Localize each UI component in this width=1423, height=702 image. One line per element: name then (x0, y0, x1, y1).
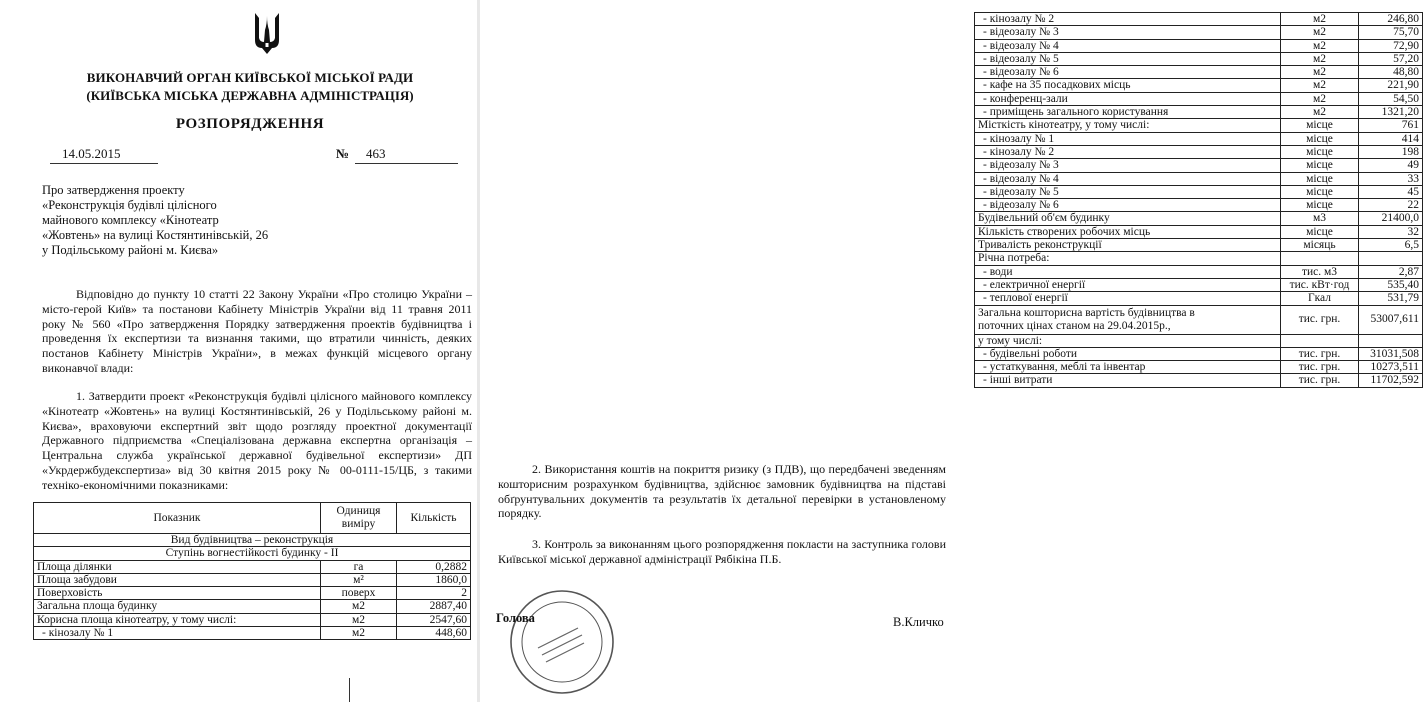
row-value: 2 (397, 587, 471, 600)
table-row (34, 534, 471, 547)
row-unit: місце (1281, 185, 1359, 198)
row-name: - відеозалу № 3 (975, 26, 1281, 39)
table-row (975, 239, 1423, 252)
header-unit: Одиниця виміру (321, 503, 397, 534)
row-name: - води (975, 265, 1281, 278)
table-row (34, 613, 471, 626)
row-name: - кінозалу № 1 (34, 627, 321, 640)
number-underline (355, 163, 458, 164)
row-name: Площа ділянки (34, 560, 321, 573)
table-row (975, 92, 1423, 105)
indicators-table-part1 (33, 502, 471, 640)
table-row (975, 265, 1423, 278)
table-row (975, 347, 1423, 360)
row-name: Загальна площа будинку (34, 600, 321, 613)
row-unit: м2 (321, 600, 397, 613)
row-unit: м2 (1281, 66, 1359, 79)
row-name: - кінозалу № 2 (975, 145, 1281, 158)
table-row (975, 252, 1423, 265)
row-value: 448,60 (397, 627, 471, 640)
table-row (975, 334, 1423, 347)
row-value: 31031,508 (1359, 347, 1423, 360)
row-value: 11702,592 (1359, 374, 1423, 387)
table-row (975, 199, 1423, 212)
left-page (0, 0, 477, 702)
row-name: Річна потреба: (975, 252, 1281, 265)
table-row (975, 79, 1423, 92)
table-row (975, 361, 1423, 374)
row-value: 21400,0 (1359, 212, 1423, 225)
table-row (975, 172, 1423, 185)
row-unit: м2 (1281, 52, 1359, 65)
row-name: - приміщень загального користування (975, 106, 1281, 119)
row-unit: м3 (1281, 212, 1359, 225)
subject-line: «Жовтень» на вулиці Костянтинівській, 26 (42, 228, 269, 242)
row-name: - відеозалу № 4 (975, 172, 1281, 185)
right-table-rows (975, 13, 1423, 306)
row-name: Поверховість (34, 587, 321, 600)
row-value: 72,90 (1359, 39, 1423, 52)
row-name: - теплової енергії (975, 292, 1281, 305)
empty-cell (1281, 334, 1359, 347)
row-value (1359, 252, 1423, 265)
table-row (975, 212, 1423, 225)
row-name: - відеозалу № 6 (975, 199, 1281, 212)
number-sign: № (336, 146, 350, 161)
row-value: 2547,60 (397, 613, 471, 626)
row-name: - кінозалу № 1 (975, 132, 1281, 145)
row-value: 221,90 (1359, 79, 1423, 92)
subject-block (42, 183, 268, 258)
row-name: Тривалість реконструкції (975, 239, 1281, 252)
row-value: 54,50 (1359, 92, 1423, 105)
row-unit: м2 (1281, 26, 1359, 39)
row-name: - електричної енергії (975, 278, 1281, 291)
row-value: 1860,0 (397, 573, 471, 586)
row-name: Кількість створених робочих місць (975, 225, 1281, 238)
row-name: - відеозалу № 3 (975, 159, 1281, 172)
table-row (34, 600, 471, 613)
row-name: - відеозалу № 5 (975, 185, 1281, 198)
row-value: 2887,40 (397, 600, 471, 613)
empty-cell (1359, 334, 1423, 347)
subject-line: Про затвердження проекту (42, 183, 185, 197)
table-row (975, 132, 1423, 145)
row-unit: місце (1281, 199, 1359, 212)
row-unit: тис. грн. (1281, 374, 1359, 387)
date-underline (50, 163, 158, 164)
table-row (975, 119, 1423, 132)
row-name: Корисна площа кінотеатру, у тому числі: (34, 613, 321, 626)
trident-emblem-icon (252, 10, 282, 54)
subject-line: майнового комплексу «Кінотеатр (42, 213, 219, 227)
row-unit: тис. грн. (1281, 361, 1359, 374)
table-row (975, 52, 1423, 65)
row-value: 75,70 (1359, 26, 1423, 39)
clause-3-paragraph: 3. Контроль за виконанням цього розпорядження покласти на заступника голови Київської міської державної адміністрації Рябікіна П.Б. (498, 537, 946, 566)
table-row (975, 13, 1423, 26)
row-name: - кафе на 35 посадкових місць (975, 79, 1281, 92)
row-unit: місяць (1281, 239, 1359, 252)
table-row (975, 292, 1423, 305)
row-name: Місткість кінотеатру, у тому числі: (975, 119, 1281, 132)
signer-title: Голова (496, 611, 535, 625)
org-name: ВИКОНАВЧИЙ ОРГАН КИЇВСЬКОЇ МІСЬКОЇ РАДИ (86, 70, 414, 85)
row-name: - конференц-зали (975, 92, 1281, 105)
clause-1-paragraph: 1. Затвердити проект «Реконструкція будівлі цілісного майнового комплексу «Кінотеатр «Жовтень» на вулиці Костянтинівській, 26 у Подільському районі м. Києва», враховуючи експертний звіт щодо розгляду проектної документації Державного підприємства «Спеціалізована державна експертна організація – Центральна служба української державної будівельної експертизи» ДП «Укрдержбудекспертиза» від 30 квітня 2015 року № 00-0111-15/ЦБ, з такими техніко-економічними показниками: (42, 389, 472, 492)
row-name: - інші витрати (975, 374, 1281, 387)
subject-line: у Подільському районі м. Києва» (42, 243, 219, 257)
row-unit: м2 (1281, 13, 1359, 26)
row-value: 761 (1359, 119, 1423, 132)
row-value: 57,20 (1359, 52, 1423, 65)
row-value: 246,80 (1359, 13, 1423, 26)
total-cost-label-line: Загальна кошторисна вартість будівництва в (978, 306, 1195, 319)
row-unit: м2 (1281, 79, 1359, 92)
row-value: 535,40 (1359, 278, 1423, 291)
org-subtitle: (КИЇВСЬКА МІСЬКА ДЕРЖАВНА АДМІНІСТРАЦІЯ) (86, 88, 414, 103)
table-row (34, 573, 471, 586)
row-unit: місце (1281, 132, 1359, 145)
table-row (975, 225, 1423, 238)
table-row (975, 374, 1423, 387)
row-value: 45 (1359, 185, 1423, 198)
row-value: 2,87 (1359, 265, 1423, 278)
total-cost-label-line: поточних цінах станом на 29.04.2015р., (978, 319, 1171, 332)
row-value: 22 (1359, 199, 1423, 212)
table-row (975, 145, 1423, 158)
row-unit: м2 (1281, 39, 1359, 52)
row-name: - кінозалу № 2 (975, 13, 1281, 26)
row-unit: місце (1281, 145, 1359, 158)
row-value: 32 (1359, 225, 1423, 238)
document-number: 463 (366, 146, 386, 161)
header-quantity: Кількість (397, 503, 471, 534)
row-value: 0,2882 (397, 560, 471, 573)
subject-line: «Реконструкція будівлі цілісного (42, 198, 217, 212)
table-row (975, 305, 1423, 334)
table-row (975, 106, 1423, 119)
row-unit: га (321, 560, 397, 573)
construction-type-cell: Вид будівництва – реконструкція (34, 534, 471, 547)
row-name: - відеозалу № 6 (975, 66, 1281, 79)
table-row (975, 185, 1423, 198)
row-unit: м2 (1281, 106, 1359, 119)
row-unit: поверх (321, 587, 397, 600)
row-unit: місце (1281, 225, 1359, 238)
table-row (975, 39, 1423, 52)
row-value: 414 (1359, 132, 1423, 145)
row-unit: м2 (321, 627, 397, 640)
total-cost-label (975, 305, 1281, 334)
row-value: 531,79 (1359, 292, 1423, 305)
row-unit (1281, 252, 1359, 265)
table-row (34, 627, 471, 640)
row-value: 49 (1359, 159, 1423, 172)
row-name: Площа забудови (34, 573, 321, 586)
row-value: 33 (1359, 172, 1423, 185)
row-name: - устаткування, меблі та інвентар (975, 361, 1281, 374)
row-unit: місце (1281, 159, 1359, 172)
row-unit: тис. кВт·год (1281, 278, 1359, 291)
table-row (975, 66, 1423, 79)
row-value: 1321,20 (1359, 106, 1423, 119)
signer-name: В.Кличко (893, 615, 944, 629)
row-name: Будівельний об'єм будинку (975, 212, 1281, 225)
right-page (480, 0, 1419, 702)
table-header-row (34, 503, 471, 534)
clause-2-paragraph: 2. Використання коштів на покриття ризику (з ПДВ), що передбачені зведенням кошторисним розрахунком будівництва, здійснює замовник будівництва на підставі обґрунтувальних документів та результатів їх детальної перевірки в установленому порядку. (498, 462, 946, 521)
document-date: 14.05.2015 (62, 146, 121, 161)
row-unit: тис. грн. (1281, 305, 1359, 334)
row-value: 53007,611 (1359, 305, 1423, 334)
table-row (975, 26, 1423, 39)
table-row (975, 159, 1423, 172)
intro-paragraph: Відповідно до пункту 10 статті 22 Закону України «Про столицю України – місто-герой Київ» та постанови Кабінету Міністрів України від 11 травня 2011 року № 560 «Про затвердження Порядку затвердження проектів будівництва і проведення їх експертизи та визнання такими, що втратили чинність, деяких постанов Кабінету Міністрів України», в межах функцій місцевого органу виконавчої влади: (42, 287, 472, 375)
header-indicator: Показник (34, 503, 321, 534)
scan-mark (349, 678, 350, 702)
row-unit: м² (321, 573, 397, 586)
row-name: - відеозалу № 4 (975, 39, 1281, 52)
row-value: 6,5 (1359, 239, 1423, 252)
table-row (34, 547, 471, 560)
indicators-table-part2 (974, 12, 1423, 388)
document-type: РОЗПОРЯДЖЕННЯ (175, 116, 325, 132)
table-row (34, 560, 471, 573)
row-unit: Гкал (1281, 292, 1359, 305)
row-unit: тис. м3 (1281, 265, 1359, 278)
row-unit: місце (1281, 172, 1359, 185)
row-name: - будівельні роботи (975, 347, 1281, 360)
table-row (975, 278, 1423, 291)
fire-resistance-cell: Ступінь вогнестійкості будинку - ІІ (34, 547, 471, 560)
row-value: 10273,511 (1359, 361, 1423, 374)
table-row (34, 587, 471, 600)
row-value: 198 (1359, 145, 1423, 158)
row-unit: тис. грн. (1281, 347, 1359, 360)
row-name: у тому числі: (975, 334, 1281, 347)
row-unit: м2 (321, 613, 397, 626)
round-seal-stamp-icon (508, 588, 616, 696)
row-value: 48,80 (1359, 66, 1423, 79)
row-name: - відеозалу № 5 (975, 52, 1281, 65)
row-unit: м2 (1281, 92, 1359, 105)
row-unit: місце (1281, 119, 1359, 132)
